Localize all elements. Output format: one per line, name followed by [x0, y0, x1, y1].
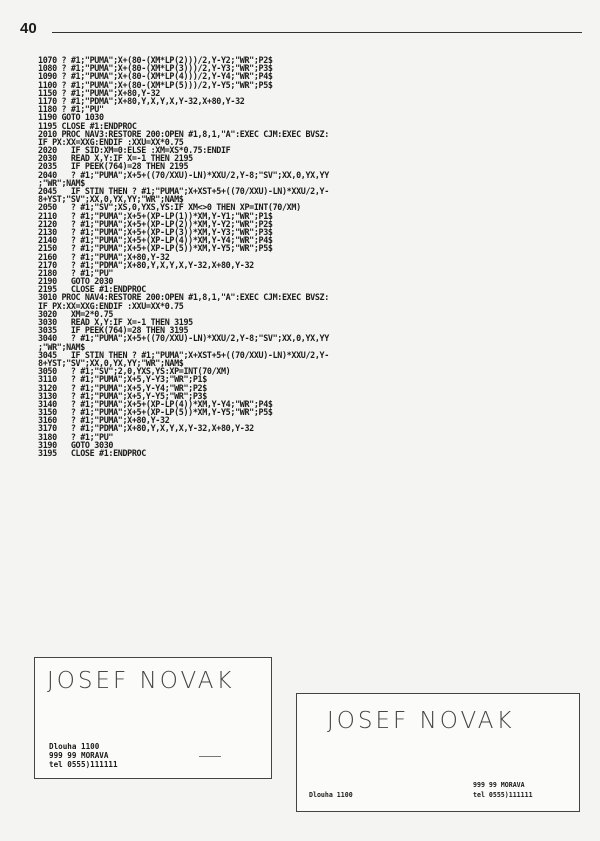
code-line: 2030 READ X,Y:IF X=-1 THEN 2195	[38, 153, 193, 164]
card-phone: tel 0555)111111	[49, 760, 118, 769]
code-line: 2130 ? #1;"PUMA";X+5+(XP-LP(3))*XM,Y-Y3;"WR";P3$	[38, 226, 273, 237]
code-line: ;"WR";NAM$	[38, 177, 85, 188]
code-line: 2050 ? #1;"SV";XS,0,YXS,YS:IF XM<>0 THEN XP=INT(70/XM)	[38, 202, 301, 213]
code-line: 3110 ? #1;"PUMA";X+5,Y-Y3;"WR";P1$	[38, 374, 207, 385]
code-line: 3120 ? #1;"PUMA";X+5,Y-Y4;"WR";P2$	[38, 382, 207, 393]
code-line: 3035 IF PEEK(764)=28 THEN 3195	[38, 325, 189, 336]
code-line: 1080 ? #1;"PUMA";X+(80-(XM*LP(3)))/2,Y-Y3;"WR";P3$	[38, 63, 273, 74]
code-line: 3190 GOTO 3030	[38, 439, 114, 450]
code-line: 3150 ? #1;"PUMA";X+5+(XP-LP(5))*XM,Y-Y5;"WR";P5$	[38, 407, 273, 418]
page-number: 40	[20, 20, 37, 37]
code-line: 2120 ? #1;"PUMA";X+5+(XP-LP(2))*XM,Y-Y2;"WR";P2$	[38, 218, 273, 229]
code-line: IF PX:XX=XXG:ENDIF :XXU=XX*0.75	[38, 300, 184, 311]
code-line: 8+YST;"SV";XX,0,YX,YY;"WR";NAM$	[38, 194, 184, 205]
business-card-sample-2	[296, 693, 580, 812]
code-line: 2140 ? #1;"PUMA";X+5+(XP-LP(4))*XM,Y-Y4;"WR";P4$	[38, 235, 273, 246]
header-rule	[52, 32, 582, 33]
card-signature-dash	[199, 756, 221, 757]
code-line: 3040 ? #1;"PUMA";X+5+((70/XXU)-LN)*XXU/2,Y-8;"SV";XX,0,YX,YY	[38, 333, 329, 344]
code-line: 1150 ? #1;"PUMA";X+80,Y-32	[38, 87, 160, 98]
card-name: JOSEF NOVAK	[47, 668, 235, 694]
code-line: 1170 ? #1;"PDMA";X+80,Y,X,Y,X,Y-32,X+80,Y-32	[38, 95, 245, 106]
card-street: Dlouha 1100	[309, 791, 353, 799]
code-line: 3160 ? #1;"PUMA";X+80,Y-32	[38, 415, 170, 426]
code-line: 2170 ? #1;"PDMA";X+80,Y,X,Y,X,Y-32,X+80,Y-32	[38, 259, 254, 270]
code-line: 2045 IF STIN THEN ? #1;"PUMA";X+XST+5+((70/XXU)-LN)*XXU/2,Y-	[38, 186, 329, 196]
code-line: 2150 ? #1;"PUMA";X+5+(XP-LP(5))*XM,Y-Y5;"WR";P5$	[38, 243, 273, 254]
code-line: 3010 PROC NAV4:RESTORE 200:OPEN #1,8,1,"A":EXEC CJM:EXEC BVSZ:	[38, 292, 329, 303]
code-line: 1090 ? #1;"PUMA";X+(80-(XM*LP(4)))/2,Y-Y4;"WR";P4$	[38, 71, 273, 82]
code-line: 2160 ? #1;"PUMA";X+80,Y-32	[38, 251, 170, 262]
code-line: ;"WR";NAM$	[38, 341, 85, 352]
code-line: 2110 ? #1;"PUMA";X+5+(XP-LP(1))*XM,Y-Y1;"WR";P1$	[38, 210, 273, 221]
code-line: 1190 GOTO 1030	[38, 112, 104, 123]
code-line: 3170 ? #1;"PDMA";X+80,Y,X,Y,X,Y-32,X+80,Y-32	[38, 423, 254, 434]
card-name: JOSEF NOVAK	[327, 708, 515, 734]
card-city: 999 99 MORAVA	[473, 781, 525, 789]
code-line: 1100 ? #1;"PUMA";X+(80-(XM*LP(5)))/2,Y-Y5;"WR";P5$	[38, 79, 273, 90]
code-line: IF PX:XX=XXG:ENDIF :XXU=XX*0.75	[38, 136, 184, 147]
business-card-sample-1	[34, 657, 272, 779]
code-line: 3195 CLOSE #1:ENDPROC	[38, 448, 146, 458]
code-line: 3020 XM=2*0.75	[38, 308, 114, 319]
code-line: 2010 PROC NAV3:RESTORE 200:OPEN #1,8,1,"A":EXEC CJM:EXEC BVSZ:	[38, 128, 329, 139]
code-line: 3030 READ X,Y:IF X=-1 THEN 3195	[38, 317, 193, 327]
code-line: 2035 IF PEEK(764)=28 THEN 2195	[38, 161, 189, 172]
code-line: 3140 ? #1;"PUMA";X+5+(XP-LP(4))*XM,Y-Y4;"WR";P4$	[38, 398, 273, 409]
basic-listing	[38, 56, 558, 457]
code-line: 2040 ? #1;"PUMA";X+5+((70/XXU)-LN)*XXU/2,Y-8;"SV";XX,0,YX,YY	[38, 169, 329, 180]
card-phone: tel 0555)111111	[473, 791, 533, 799]
code-line: 3180 ? #1;"PU"	[38, 431, 114, 442]
code-line: 2190 GOTO 2030	[38, 276, 114, 287]
code-line: 1070 ? #1;"PUMA";X+(80-(XM*LP(2)))/2,Y-Y2;"WR";P2$	[38, 55, 273, 65]
card-street: Dlouha 1100	[49, 742, 100, 751]
code-line: 2020 IF SID:XM=0:ELSE :XM=XS*0.75:ENDIF	[38, 145, 231, 156]
code-line: 1195 CLOSE #1:ENDPROC	[38, 120, 137, 131]
card-city: 999 99 MORAVA	[49, 751, 109, 760]
code-line: 3050 ? #1;"SV";2,0,YXS,YS:XP=INT(70/XM)	[38, 366, 231, 377]
code-line: 3045 IF STIN THEN ? #1;"PUMA";X+XST+5+((70/XXU)-LN)*XXU/2,Y-	[38, 349, 329, 360]
code-line: 3130 ? #1;"PUMA";X+5,Y-Y5;"WR";P3$	[38, 390, 207, 401]
code-line: 1180 ? #1;"PU"	[38, 104, 104, 115]
code-line: 2195 CLOSE #1:ENDPROC	[38, 284, 146, 295]
code-line: 8+YST;"SV";XX,0,YX,YY;"WR";NAM$	[38, 357, 184, 368]
code-line: 2180 ? #1;"PU"	[38, 267, 114, 278]
